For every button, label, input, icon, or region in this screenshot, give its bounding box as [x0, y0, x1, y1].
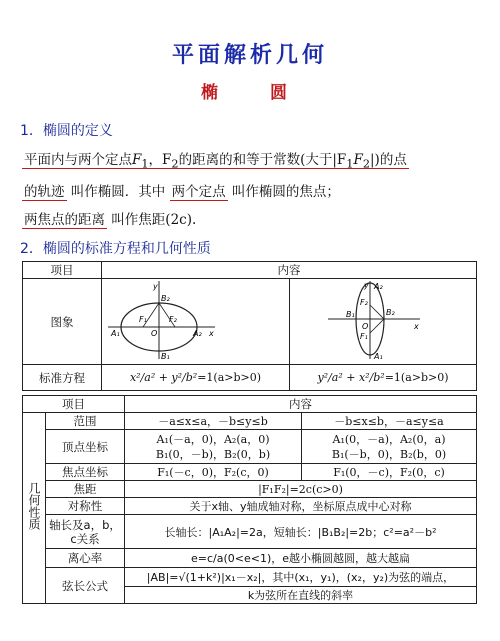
fig1-y: y: [152, 282, 158, 291]
fig2-a1: A₁: [374, 352, 383, 361]
fig2-o: O: [362, 322, 369, 331]
t2-focal-value: |F₁F₂|=2c(c>0): [125, 481, 477, 498]
fig1-a1: A₁: [110, 329, 120, 338]
ellipse-graph-table: [22, 261, 477, 391]
def-f1: F: [132, 152, 142, 168]
t1-figure-vertical: [290, 279, 477, 365]
horizontal-ellipse-figure: [103, 279, 289, 361]
definition-line-2: [22, 180, 340, 200]
t2-vertex-c2: [302, 430, 477, 464]
t2-vertex-c1: [125, 430, 302, 464]
eq2-value: =1(a>b>0): [384, 371, 449, 384]
def-f2: ，F: [148, 152, 172, 168]
fig1-b1: B₁: [160, 352, 170, 361]
t2-ecc-label: 离心率: [46, 549, 125, 568]
t2-focus-c1: F₁(－c，0)，F₂(c，0): [125, 464, 302, 481]
page-subtitle: 椭圆: [201, 83, 339, 103]
t1-header-content: 内容: [102, 262, 477, 279]
fig1-o: O: [150, 329, 157, 338]
ellipse-properties-table: [22, 395, 477, 604]
vertex-c1-a: A₁(－a，0)，A₂(a，0): [156, 432, 270, 446]
t1-figure-horizontal: [102, 279, 290, 365]
section-2-heading: 2．椭圆的标准方程和几何性质: [20, 241, 211, 257]
page-title: 平面解析几何: [171, 43, 328, 68]
fig2-a2: A₂: [374, 282, 383, 291]
section-1-heading: 1．椭圆的定义: [20, 123, 113, 139]
def-text-4: 叫作椭圆．其中: [70, 184, 166, 200]
def-text-5: 叫作椭圆的焦点；: [231, 184, 340, 200]
t2-symmetry-value: 关于x轴、y轴成轴对称，坐标原点成中心对称: [125, 498, 477, 515]
fig2-x: x: [414, 322, 419, 331]
fig1-a2: A₂: [192, 329, 202, 338]
fig1-b2: B₂: [160, 294, 170, 303]
t2-vertex-label: 顶点坐标: [46, 430, 125, 464]
def-focal-distance: 两焦点的距离: [24, 212, 105, 228]
eq1-value: =1(a>b>0): [197, 371, 262, 384]
vertex-c1-b: B₁(0，－b)，B₂(0，b): [155, 447, 271, 461]
t1-row-image-label: 图象: [23, 279, 102, 365]
vertical-ellipse-figure: [290, 279, 476, 361]
fig1-f1: F₁: [138, 315, 147, 324]
fig2-b1: B₁: [346, 310, 355, 319]
t2-side-text: 几何性质: [27, 482, 41, 530]
eq1-prefix: x²/a² + y²/b²: [129, 371, 198, 384]
t2-range-c2: －b≤x≤b，－a≤y≤a: [302, 413, 477, 430]
t2-chord-note: k为弦所在直线的斜率: [125, 587, 477, 604]
t2-header-item: 项目: [23, 396, 125, 413]
vertex-c2-a: A₁(0，－a)，A₂(0，a): [332, 432, 446, 446]
def-text-6: 叫作焦距(2c).: [111, 212, 197, 228]
t2-chord-value: |AB|=√(1+k²)|x₁－x₂|，其中(x₁，y₁)，(x₂，y₂)为弦的端点，: [125, 568, 477, 587]
t1-header-item: 项目: [23, 262, 102, 279]
t2-header-content: 内容: [125, 396, 477, 413]
def-text-3: |)的点: [370, 152, 407, 168]
t1-row-eq-label: 标准方程: [23, 365, 102, 391]
def-two-points: 两个定点: [171, 184, 226, 200]
t2-focal-label: 焦距: [46, 481, 125, 498]
t2-symmetry-label: 对称性: [46, 498, 125, 515]
t2-range-c1: －a≤x≤a，－b≤y≤b: [125, 413, 302, 430]
definition-line-3: [22, 208, 196, 228]
t2-axis-label: 轴长及a，b，c关系: [46, 515, 125, 549]
fig1-f2: F₂: [168, 315, 177, 324]
eq2-prefix: y²/a² + x²/b²: [317, 371, 385, 384]
fig1-x: x: [208, 329, 214, 338]
def-text-2: 的距离的和等于常数(大于|F: [178, 152, 347, 168]
t2-side-label: [23, 413, 46, 604]
def-text-1: 平面内与两个定点: [24, 152, 132, 168]
fig2-f2: F₂: [360, 298, 368, 307]
t2-focus-c2: F₁(0，－c)，F₂(0，c): [302, 464, 477, 481]
t1-eq-vertical: [290, 365, 477, 391]
definition-line-1: 平面内与两个定点$F_1$，$F_2$的距离的和等于常数(大于$|F_1F_2|$)的点: [24, 152, 407, 171]
fig2-b2: B₂: [386, 308, 395, 317]
t2-axis-value: 长轴长：|A₁A₂|=2a，短轴长：|B₁B₂|=2b；c²=a²－b²: [125, 515, 477, 549]
t2-focus-label: 焦点坐标: [46, 464, 125, 481]
t2-chord-label: 弦长公式: [46, 568, 125, 604]
t2-ecc-value: e=c/a(0<e<1)，e越小椭圆越圆，越大越扁: [125, 549, 477, 568]
def-f: F: [353, 152, 363, 168]
fig2-y: y: [364, 281, 369, 290]
vertex-c2-b: B₁(－b，0)，B₂(b，0): [331, 447, 447, 461]
t2-range-label: 范围: [46, 413, 125, 430]
t1-eq-horizontal: [102, 365, 290, 391]
fig2-f1: F₁: [360, 332, 368, 341]
def-locus: 的轨迹: [24, 184, 65, 200]
